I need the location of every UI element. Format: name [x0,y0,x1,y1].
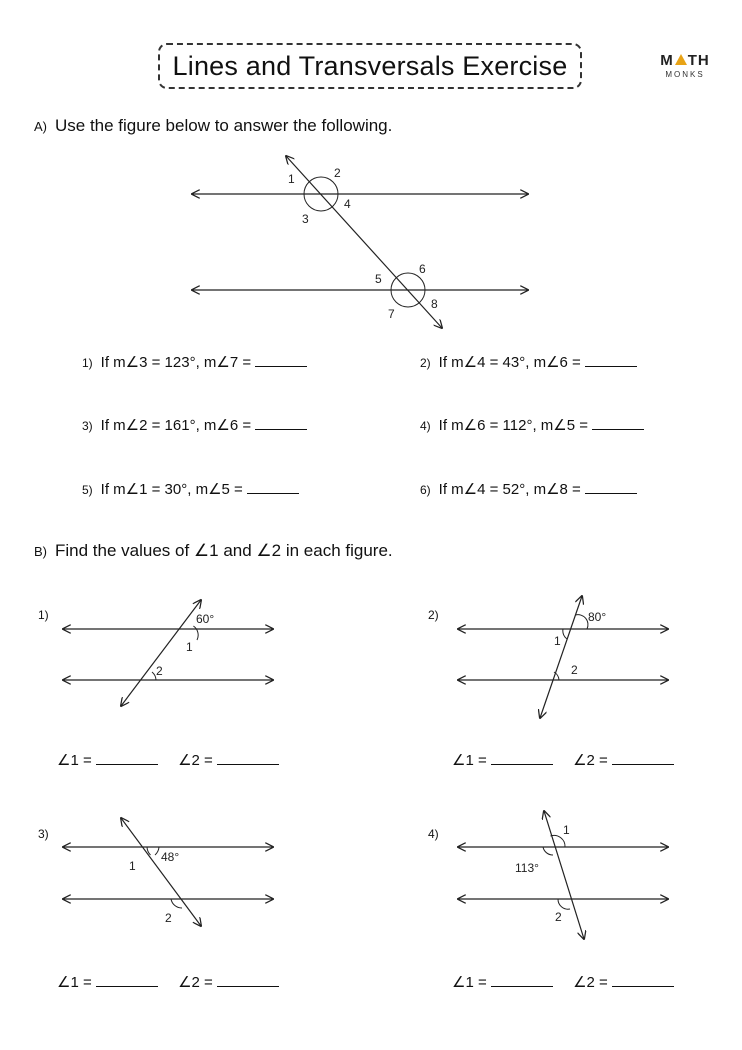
logo-triangle-icon [675,54,687,65]
angle-label-3: 3 [302,212,309,226]
answer-blank[interactable] [592,415,644,430]
answer-blank[interactable] [255,415,307,430]
question-a2: 2) If m∠4 = 43°, m∠6 = [420,352,637,371]
answer-blank[interactable] [217,972,279,987]
given-angle: 60° [196,612,215,626]
angle-label-1: 1 [288,172,295,186]
figure-1-answers: ∠1 = ∠2 = [57,750,279,769]
figure-4-answers: ∠1 = ∠2 = [452,972,674,991]
figure-number: 2) [428,608,439,622]
angle-label-2: 2 [156,664,163,678]
angle-label-5: 5 [375,272,382,286]
answer-blank[interactable] [255,352,307,367]
figure-number: 4) [428,827,439,841]
given-angle: 80° [588,610,607,624]
given-angle: 113° [515,861,539,875]
figure-number: 1) [38,608,49,622]
answer-blank[interactable] [217,750,279,765]
figure-4 [450,805,680,945]
section-a-heading: A) Use the figure below to answer the following. [34,116,393,135]
angle-label-1: 1 [129,859,136,873]
logo-text: M TH [660,52,710,69]
figure-2-answers: ∠1 = ∠2 = [452,750,674,769]
figure-2 [450,590,680,725]
given-angle: 48° [161,850,180,864]
angle-label-2: 2 [555,910,562,924]
math-monks-logo [655,52,715,79]
angle-label-7: 7 [388,307,395,321]
answer-blank[interactable] [96,750,158,765]
angle-label-2: 2 [334,166,341,180]
angle-label-2: 2 [165,911,172,925]
answer-blank[interactable] [491,972,553,987]
angle-label-2: 2 [571,663,578,677]
answer-blank[interactable] [585,352,637,367]
question-a6: 6) If m∠4 = 52°, m∠8 = [420,479,637,498]
question-a3: 3) If m∠2 = 161°, m∠6 = [82,415,307,434]
angle-label-1: 1 [186,640,193,654]
answer-blank[interactable] [247,479,299,494]
section-b-heading: B) Find the values of ∠1 and ∠2 in each figure. [34,541,393,560]
figure-number: 3) [38,827,49,841]
angle-label-1: 1 [554,634,561,648]
angle-label-8: 8 [431,297,438,311]
angle-label-6: 6 [419,262,426,276]
angle-label-4: 4 [344,197,351,211]
question-a5: 5) If m∠1 = 30°, m∠5 = [82,479,299,498]
question-a1: 1) If m∠3 = 123°, m∠7 = [82,352,307,371]
worksheet-title: Lines and Transversals Exercise [158,43,582,89]
figure-3-answers: ∠1 = ∠2 = [57,972,279,991]
answer-blank[interactable] [612,750,674,765]
answer-blank[interactable] [491,750,553,765]
figure-1 [55,590,285,720]
answer-blank[interactable] [96,972,158,987]
question-a4: 4) If m∠6 = 112°, m∠5 = [420,415,644,434]
logo-subtext: MONKS [665,70,705,79]
answer-blank[interactable] [585,479,637,494]
answer-blank[interactable] [612,972,674,987]
angle-label-1: 1 [563,823,570,837]
section-a-figure [180,150,540,340]
figure-3 [55,812,285,937]
